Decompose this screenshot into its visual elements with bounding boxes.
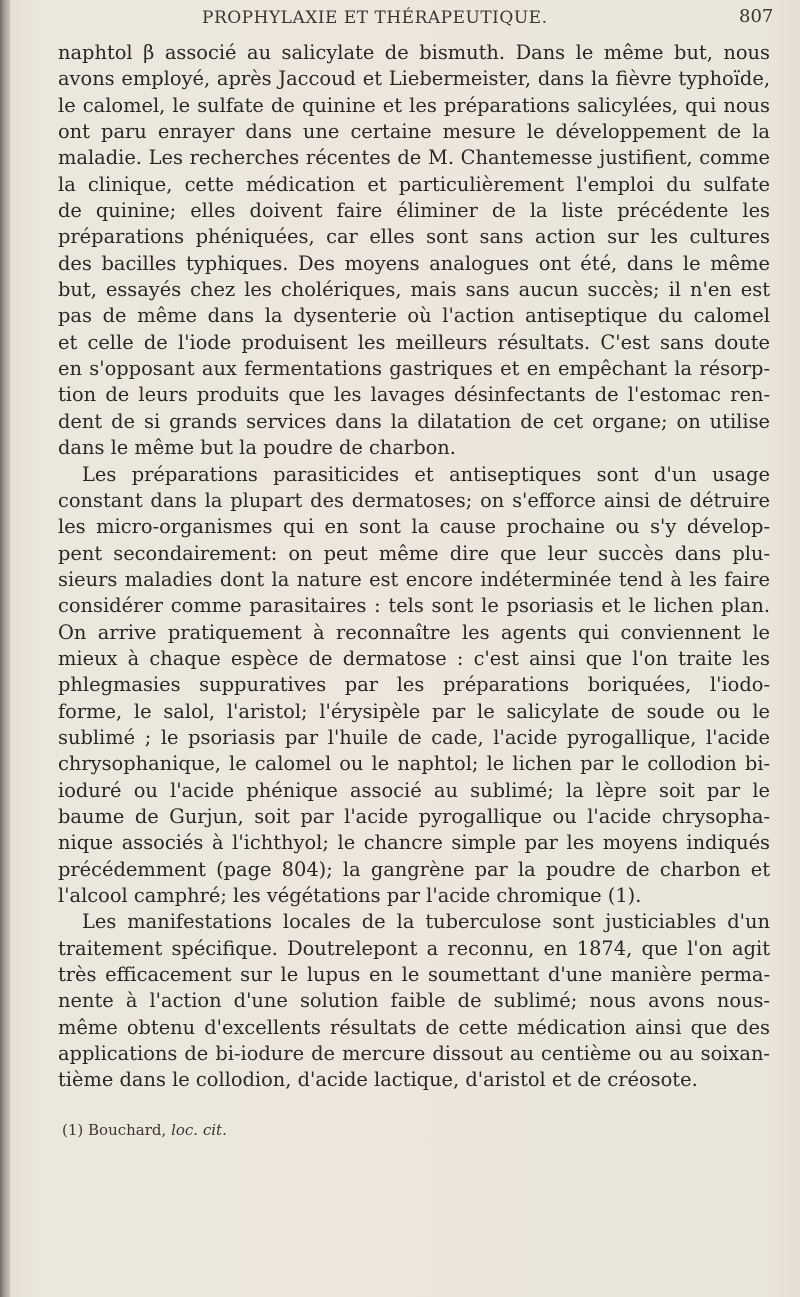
- text-line: l'alcool camphré; les végétations par l'acide chromique (1).: [58, 884, 642, 907]
- text-line: chrysophanique, le calomel ou le naphtol; le lichen par le collodion bi-: [58, 752, 770, 776]
- text-line: même obtenu d'excellents résultats de cette médication ainsi que des: [58, 1015, 770, 1039]
- text-line: en s'opposant aux fermentations gastriques et en empêchant la résorp-: [58, 357, 770, 381]
- text-line: baume de Gurjun, soit par l'acide pyrogallique ou l'acide chrysopha-: [58, 804, 770, 828]
- text-line: Les manifestations locales de la tuberculose sont justiciables d'un: [82, 910, 770, 934]
- text-line: précédemment (page 804); la gangrène par la poudre de charbon et: [58, 857, 770, 881]
- footnote-marker: (1): [62, 1121, 84, 1139]
- text-line: dans le même but la poudre de charbon.: [58, 436, 456, 460]
- text-line: avons employé, après Jaccoud et Liebermeister, dans la fièvre typhoïde,: [58, 67, 770, 91]
- footnote: [62, 1121, 227, 1139]
- text-line: but, essayés chez les cholériques, mais sans aucun succès; il n'en est: [58, 278, 770, 302]
- text-line: nente à l'action d'une solution faible de sublimé; nous avons nous-: [58, 989, 770, 1013]
- text-line: des bacilles typhiques. Des moyens analogues ont été, dans le même: [58, 251, 770, 275]
- text-line: naphtol β associé au salicylate de bismuth. Dans le même but, nous: [58, 41, 770, 64]
- text-line: très efficacement sur le lupus en le soumettant d'une manière perma-: [58, 963, 770, 987]
- text-line: traitement spécifique. Doutrelepont a reconnu, en 1874, que l'on agit: [58, 936, 770, 960]
- body-text: [58, 40, 770, 1094]
- text-line: préparations phéniquées, car elles sont sans action sur les cultures: [58, 225, 770, 249]
- text-line: phlegmasies suppuratives par les préparations boriquées, l'iodo-: [58, 673, 770, 697]
- text-line: ont paru enrayer dans une certaine mesure le développement de la: [58, 120, 770, 144]
- text-line: de quinine; elles doivent faire éliminer de la liste précédente les: [58, 199, 770, 223]
- page-gutter-shadow: [0, 0, 10, 1297]
- text-line: constant dans la plupart des dermatoses; on s'efforce ainsi de détruire: [58, 488, 770, 512]
- footnote-reference: loc. cit.: [171, 1121, 227, 1139]
- text-line: sublimé ; le psoriasis par l'huile de cade, l'acide pyrogallique, l'acide: [58, 725, 770, 749]
- text-line: pas de même dans la dysenterie où l'action antiseptique du calomel: [58, 304, 770, 328]
- text-line: applications de bi-iodure de mercure dissout au centième ou au soixan-: [58, 1042, 770, 1066]
- text-line: considérer comme parasitaires : tels sont le psoriasis et le lichen plan.: [58, 594, 770, 618]
- text-line: le calomel, le sulfate de quinine et les préparations salicylées, qui nous: [58, 93, 770, 117]
- text-line: et celle de l'iode produisent les meilleurs résultats. C'est sans doute: [58, 330, 770, 354]
- text-line: dent de si grands services dans la dilatation de cet organe; on utilise: [58, 409, 770, 433]
- text-line: Les préparations parasiticides et antiseptiques sont d'un usage: [82, 462, 770, 486]
- text-line: nique associés à l'ichthyol; le chancre simple par les moyens indiqués: [58, 831, 770, 855]
- text-line: On arrive pratiquement à reconnaître les agents qui conviennent le: [58, 620, 770, 644]
- text-line: ioduré ou l'acide phénique associé au sublimé; la lèpre soit par le: [58, 778, 770, 802]
- text-line: forme, le salol, l'aristol; l'érysipèle par le salicylate de soude ou le: [58, 699, 770, 723]
- text-line: pent secondairement: on peut même dire que leur succès dans plu-: [58, 541, 770, 565]
- footnote-author: Bouchard,: [88, 1121, 167, 1139]
- text-line: maladie. Les recherches récentes de M. Chantemesse justifient, comme: [58, 146, 770, 170]
- text-line: tion de leurs produits que les lavages désinfectants de l'estomac ren-: [58, 383, 770, 407]
- text-line: tième dans le collodion, d'acide lactique, d'aristol et de créosote.: [58, 1068, 698, 1092]
- text-line: les micro-organismes qui en sont la cause prochaine ou s'y dévelop-: [58, 515, 770, 539]
- text-line: mieux à chaque espèce de dermatose : c'est ainsi que l'on traite les: [58, 646, 770, 670]
- page-number: 807: [739, 6, 774, 27]
- text-line: la clinique, cette médication et particulièrement l'emploi du sulfate: [58, 172, 770, 196]
- running-header: PROPHYLAXIE ET THÉRAPEUTIQUE.: [202, 8, 548, 28]
- text-line: sieurs maladies dont la nature est encore indéterminée tend à les faire: [58, 567, 770, 591]
